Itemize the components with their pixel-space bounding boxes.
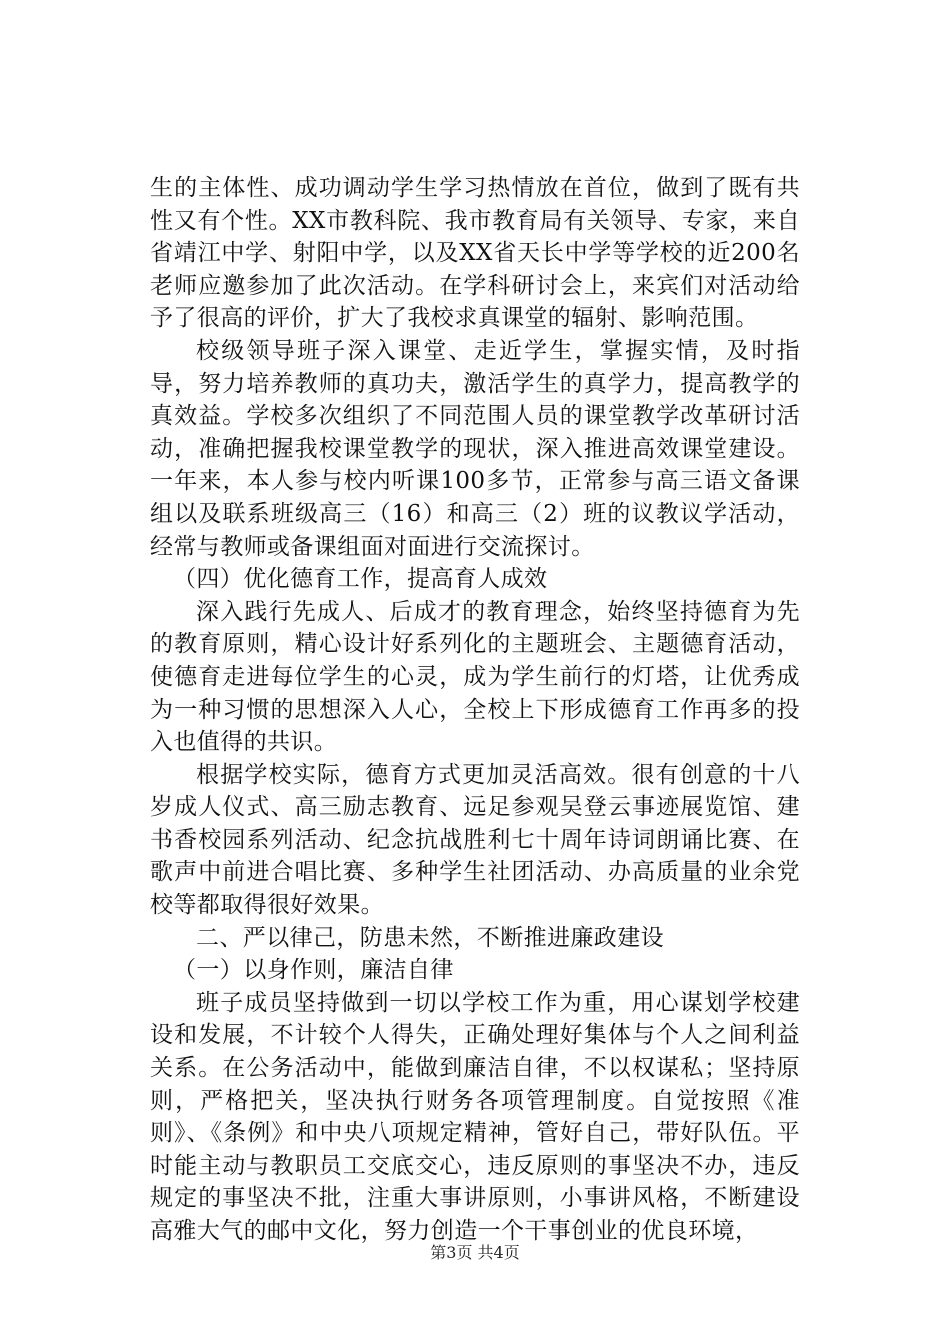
paragraph-moral-activities: 根据学校实际，德育方式更加灵活高效。很有创意的十八岁成人仪式、高三励志教育、远足参观吴登云事迹展览馆、建书香校园系列活动、纪念抗战胜利七十周年诗词朗诵比赛、在歌声中前进合唱比赛、多种学生社团活动、办高质量的业余党校等都取得很好效果。 [150, 761, 800, 919]
paragraph-moral-education: 深入践行先成人、后成才的教育理念，始终坚持德育为先的教育原则，精心设计好系列化的主题班会、主题德育活动，使德育走进每位学生的心灵，成为学生前行的灯塔，让优秀成为一种习惯的思想深入人心，全校上下形成德育工作再多的投入也值得的共识。 [150, 598, 800, 756]
paragraph-leadership: 校级领导班子深入课堂、走近学生，掌握实情，及时指导，努力培养教师的真功夫，激活学生的真学力，提高教学的真效益。学校多次组织了不同范围人员的课堂教学改革研讨活动，准确把握我校课堂教学的现状，深入推进高效课堂建设。一年来，本人参与校内听课100多节，正常参与高三语文备课组以及联系班级高三（16）和高三（2）班的议教议学活动，经常与教师或备课组面对面进行交流探讨。 [150, 337, 800, 560]
section-heading-self-discipline: （一）以身作则，廉洁自律 [173, 957, 454, 984]
section-heading-integrity: 二、严以律己，防患未然，不断推进廉政建设 [196, 924, 664, 951]
paragraph-self-discipline: 班子成员坚持做到一切以学校工作为重，用心谋划学校建设和发展，不计较个人得失，正确处理好集体与个人之间利益关系。在公务活动中，能做到廉洁自律，不以权谋私；坚持原则，严格把关，坚决执行财务各项管理制度。自觉按照《准则》、《条例》和中央八项规定精神，管好自己，带好队伍。平时能主动与教职员工交底交心，违反原则的事坚决不办，违反规定的事坚决不批，注重大事讲原则，小事讲风格，不断建设高雅大气的邮中文化，努力创造一个干事创业的优良环境， [150, 989, 800, 1244]
paragraph-continuation: 生的主体性、成功调动学生学习热情放在首位，做到了既有共性又有个性。XX市教科院、我市教育局有关领导、专家，来自省靖江中学、射阳中学，以及XX省天长中学等学校的近200名老师应邀参加了此次活动。在学科研讨会上，来宾们对活动给予了很高的评价，扩大了我校求真课堂的辐射、影响范围。 [150, 175, 800, 332]
section-heading-moral-education: （四）优化德育工作，提高育人成效 [173, 566, 548, 593]
document-body [150, 172, 800, 1248]
page-number-footer: 第3页 共4页 [430, 1243, 520, 1262]
